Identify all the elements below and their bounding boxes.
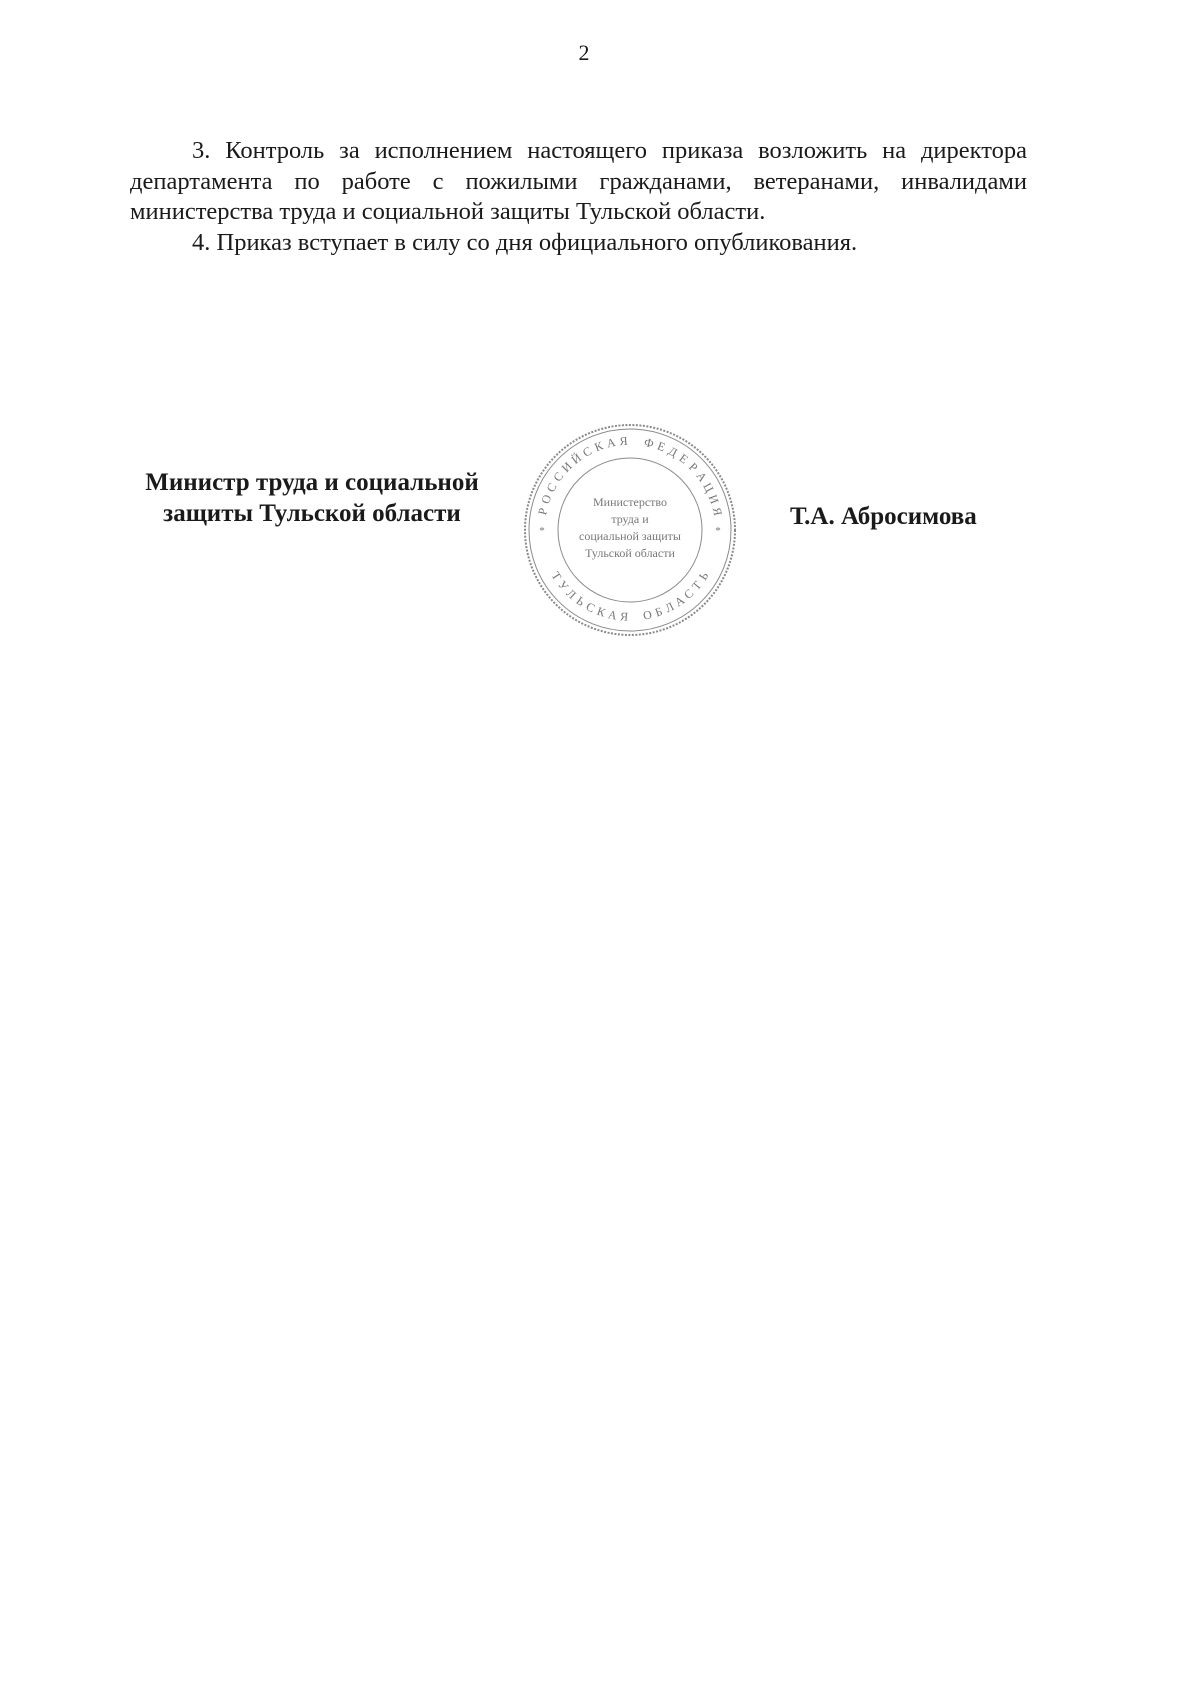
stamp-ring-letter: И bbox=[558, 459, 575, 476]
stamp-ring-letter: Ь bbox=[573, 593, 588, 609]
signatory-name: Т.А. Абросимова bbox=[790, 503, 977, 530]
stamp-ring-letter: И bbox=[705, 492, 722, 506]
stamp-ring-letter: С bbox=[583, 599, 598, 616]
paragraph-3: 3. Контроль за исполнением настоящего приказа возложить на директора департамента по работе с пожилыми гражданами, ветеранами, инвалидами министерства труда и социальной защиты Тульской области. bbox=[130, 137, 1027, 225]
stamp-inner-line: Министерство bbox=[593, 495, 667, 509]
stamp-ring-letter: А bbox=[605, 435, 617, 451]
stamp-ring-letter: Т bbox=[548, 569, 565, 583]
stamp-star-icon: * bbox=[715, 525, 721, 537]
stamp-ring-letter: О bbox=[641, 607, 654, 623]
stamp-ring-letter: А bbox=[693, 469, 710, 485]
stamp-inner-line: социальной защиты bbox=[579, 529, 681, 543]
stamp-ring-letter: У bbox=[555, 577, 572, 594]
stamp-ring-letter: Е bbox=[655, 438, 668, 455]
stamp-outer-bottom bbox=[549, 569, 712, 624]
page-number: 2 bbox=[578, 40, 590, 65]
stamp-ring-letter: Е bbox=[676, 450, 691, 467]
stamp-inner-line: Тульской области bbox=[585, 546, 675, 560]
stamp-ring-letter: Р bbox=[535, 506, 551, 517]
stamp-ring-letter: Т bbox=[688, 578, 705, 593]
signatory-title bbox=[130, 467, 494, 529]
stamp-inner-line: труда и bbox=[611, 512, 649, 526]
stamp-ring-letter: Ф bbox=[642, 434, 656, 451]
stamp-ring-letter: Б bbox=[653, 604, 665, 620]
stamp-ring-letter: Л bbox=[563, 586, 580, 602]
stamp-ring-letter: Я bbox=[709, 506, 725, 517]
stamp-ring-letter: А bbox=[671, 593, 688, 610]
stamp-ring-letter: С bbox=[543, 480, 560, 495]
stamp-ring-letter: Л bbox=[662, 599, 677, 616]
stamp-ring-letter: С bbox=[680, 586, 697, 602]
stamp-ring-letter: Й bbox=[568, 450, 585, 467]
stamp-ring-letter: К bbox=[595, 603, 608, 620]
stamp-ring-letter: С bbox=[550, 469, 567, 485]
stamp-ring-letter: А bbox=[606, 607, 619, 623]
stamp-ring-letter: Я bbox=[619, 609, 629, 624]
document-body bbox=[130, 136, 1027, 258]
stamp-ring-letter: Д bbox=[665, 443, 680, 460]
paragraph-4: 4. Приказ вступает в силу со дня официального опубликования. bbox=[192, 228, 858, 256]
stamp-ring-letter: С bbox=[580, 443, 594, 460]
signatory-title-line: Министр труда и социальной bbox=[145, 469, 479, 496]
stamp-ring-letter: Ь bbox=[695, 569, 712, 583]
official-stamp bbox=[522, 422, 738, 638]
stamp-ring-letter: Я bbox=[619, 433, 629, 449]
stamp-ring-letter: Р bbox=[685, 459, 701, 475]
stamp-ring-letter: К bbox=[592, 438, 605, 455]
signatory-title-line: защиты Тульской области bbox=[163, 500, 461, 527]
stamp-star-icon: * bbox=[539, 525, 545, 537]
stamp-ring-letter: Ц bbox=[700, 480, 717, 495]
stamp-ring-letter: О bbox=[538, 492, 555, 506]
